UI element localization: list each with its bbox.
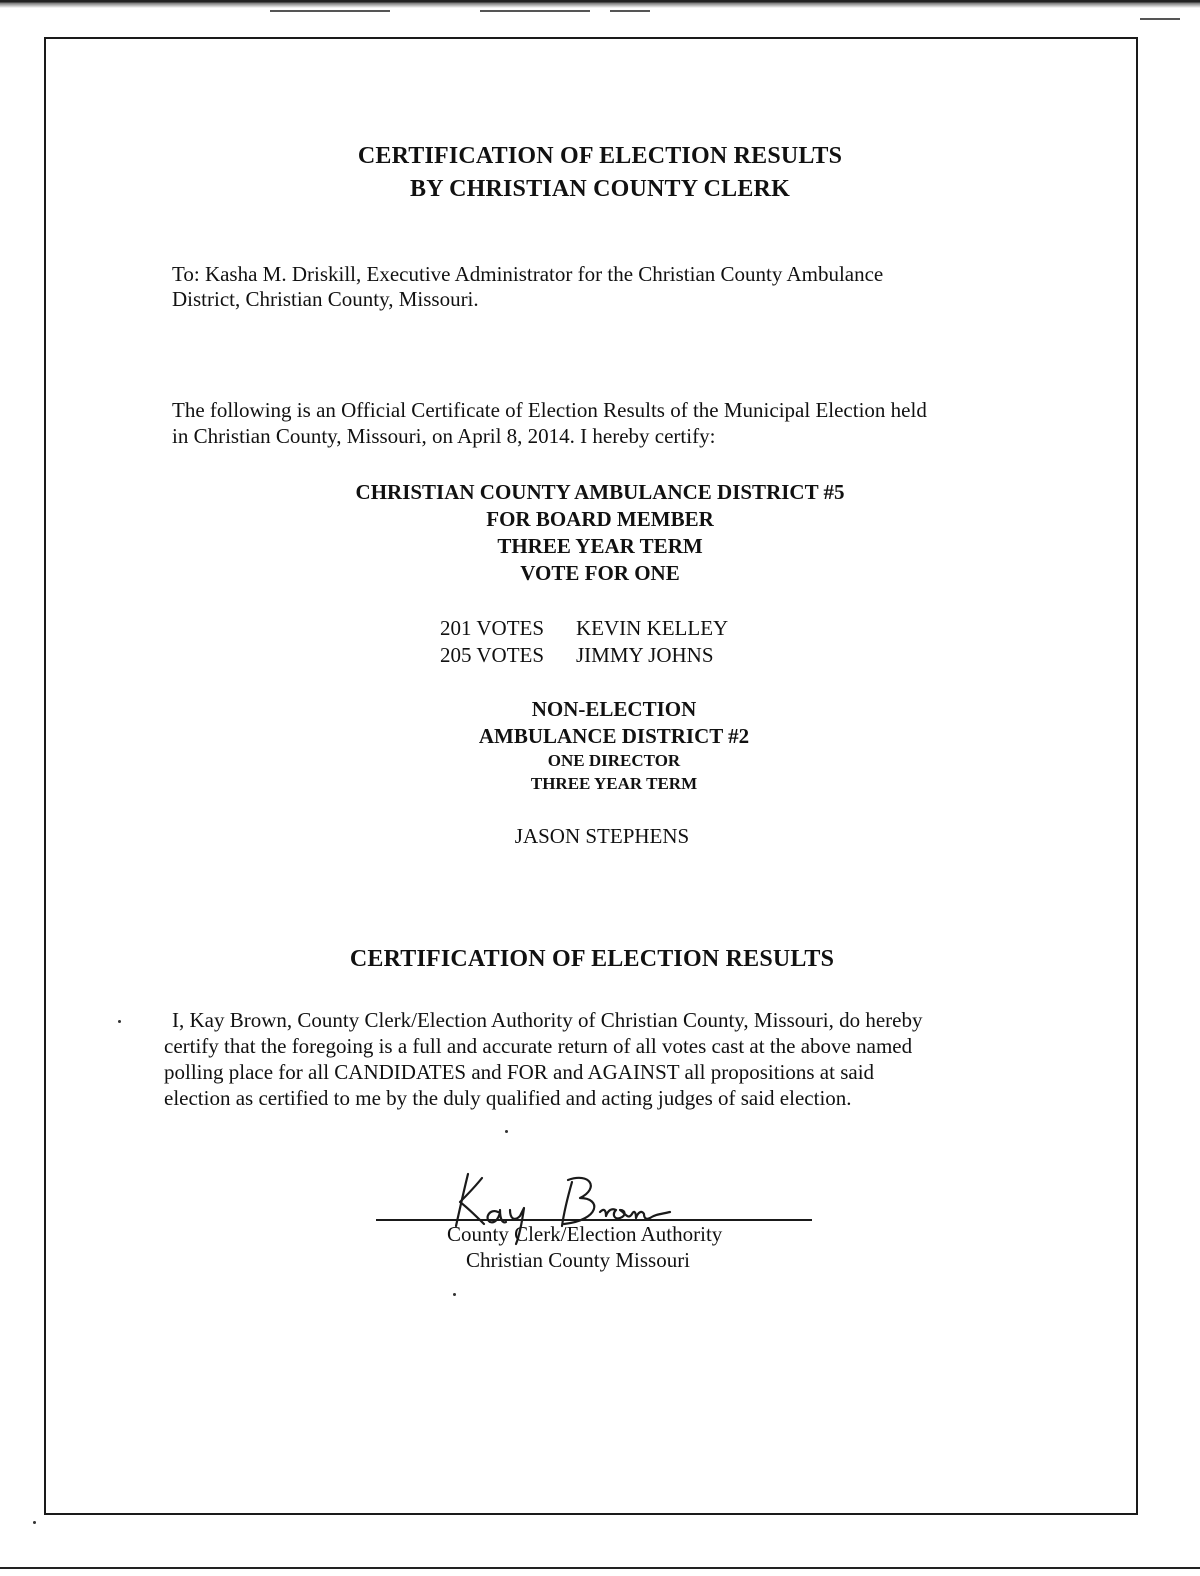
certification-heading: CERTIFICATION OF ELECTION RESULTS (349, 946, 835, 972)
result-row (440, 616, 728, 641)
candidate-name: KEVIN KELLEY (576, 616, 729, 640)
race1-heading-term: THREE YEAR TERM (497, 534, 703, 558)
intro-line1: The following is an Official Certificate of Election Results of the Municipal Election held (172, 398, 927, 422)
scan-mark (1140, 18, 1180, 20)
signer-title: County Clerk/Election Authority (447, 1222, 723, 1246)
race1-heading-vote-for: VOTE FOR ONE (520, 561, 680, 585)
result-row (440, 643, 714, 668)
signature-line (376, 1219, 812, 1221)
certification-line3: polling place for all CANDIDATES and FOR and AGAINST all propositions at said (164, 1060, 875, 1084)
race2-heading-status: NON-ELECTION (531, 697, 697, 721)
race2-heading-term: THREE YEAR TERM (530, 774, 698, 793)
addressee-line1: To: Kasha M. Driskill, Executive Administrator for the Christian County Ambulance (172, 262, 884, 286)
certification-line2: certify that the foregoing is a full and accurate return of all votes cast at the above named (164, 1034, 913, 1058)
vote-count: 201 VOTES (440, 616, 545, 640)
addressee-line2: District, Christian County, Missouri. (172, 287, 479, 311)
scan-mark (480, 10, 590, 12)
scan-edge-bottom (0, 1567, 1200, 1569)
certification-line4: election as certified to me by the duly qualified and acting judges of said election. (164, 1086, 852, 1110)
scan-edge-top (0, 0, 1200, 8)
race1-heading-office: FOR BOARD MEMBER (486, 507, 714, 531)
scan-mark (270, 10, 390, 12)
race2-candidate-name: JASON STEPHENS (514, 824, 690, 848)
certification-line1: I, Kay Brown, County Clerk/Election Authority of Christian County, Missouri, do hereby (172, 1008, 923, 1032)
scan-speck (453, 1293, 456, 1296)
document-title-line2: BY CHRISTIAN COUNTY CLERK (410, 176, 790, 202)
scan-speck (118, 1020, 121, 1023)
race2-heading-district: AMBULANCE DISTRICT #2 (478, 724, 750, 748)
signer-jurisdiction: Christian County Missouri (466, 1248, 691, 1272)
candidate-name: JIMMY JOHNS (576, 643, 714, 667)
document-title-line1: CERTIFICATION OF ELECTION RESULTS (357, 143, 843, 169)
scan-mark (610, 10, 650, 12)
scan-speck (505, 1130, 508, 1133)
race1-heading-district: CHRISTIAN COUNTY AMBULANCE DISTRICT #5 (355, 480, 845, 504)
intro-line2: in Christian County, Missouri, on April 8, 2014. I hereby certify: (172, 424, 716, 448)
scan-speck (33, 1521, 36, 1524)
race2-heading-office: ONE DIRECTOR (547, 751, 681, 770)
vote-count: 205 VOTES (440, 643, 545, 667)
